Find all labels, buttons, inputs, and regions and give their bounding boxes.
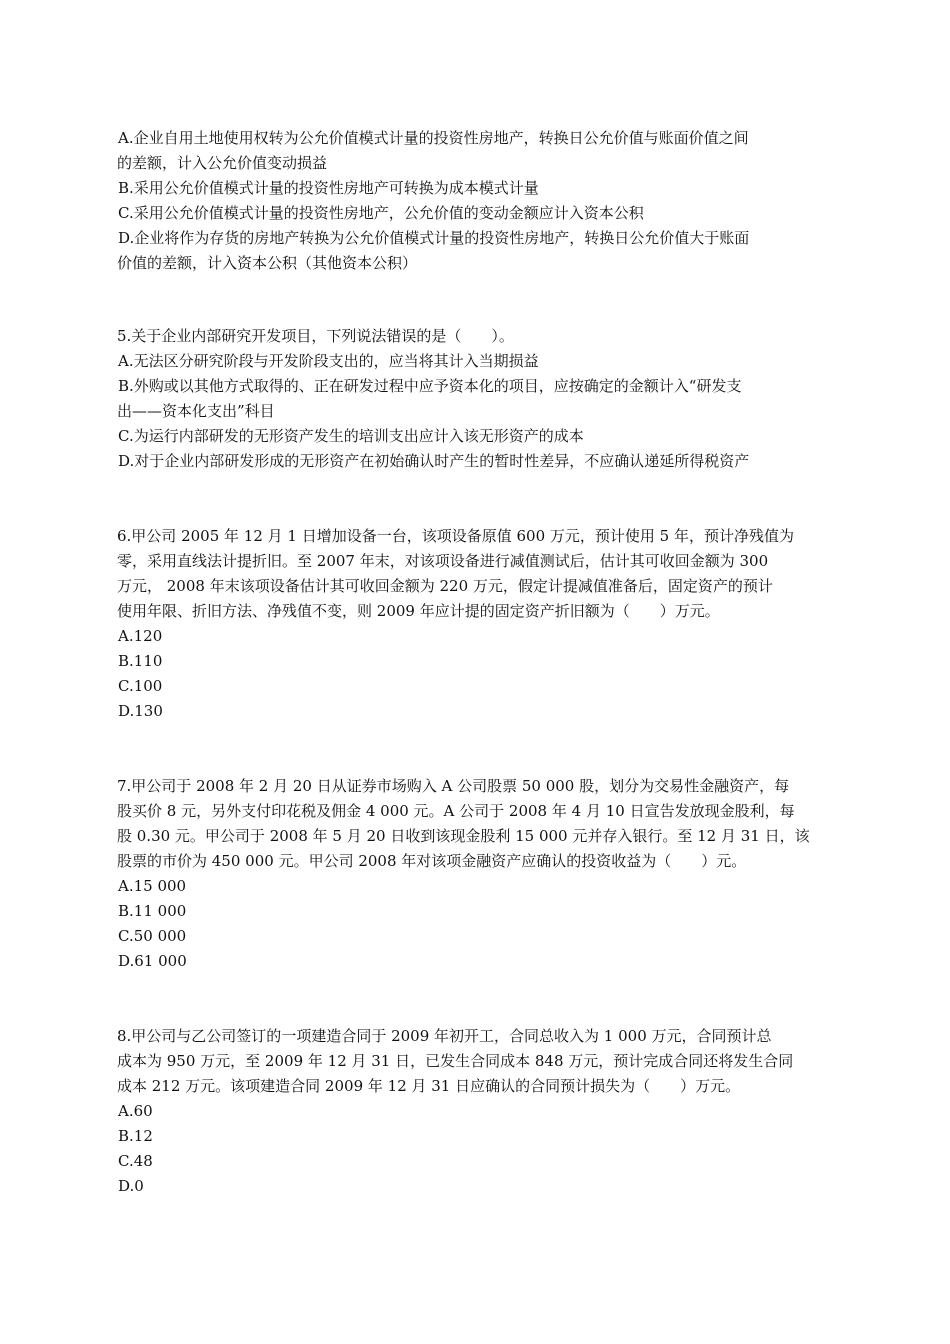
q6-option-c: C.100 <box>118 677 163 695</box>
q6-stem-line-1: 6.甲公司 2005 年 12 月 1 日增加设备一台，该项设备原值 600 万元，预计使用 5 年，预计净残值为 <box>117 527 794 545</box>
q4-option-a-line-2: 的差额，计入公允价值变动损益 <box>117 154 328 172</box>
q7-option-b: B.11 000 <box>118 902 187 920</box>
q6-option-a: A.120 <box>118 627 163 645</box>
q4-option-c: C.采用公允价值模式计量的投资性房地产，公允价值的变动金额应计入资本公积 <box>118 204 644 222</box>
q6-stem-line-4: 使用年限、折旧方法、净残值不变，则 2009 年应计提的固定资产折旧额为（ ）万元。 <box>117 602 720 620</box>
q7-stem-line-3: 股 0.30 元。甲公司于 2008 年 5 月 20 日收到该现金股利 15 000 元并存入银行。至 12 月 31 日，该 <box>117 827 810 845</box>
q7-option-d: D.61 000 <box>118 952 187 970</box>
q7-stem-line-2: 股买价 8 元，另外支付印花税及佣金 4 000 元。A 公司于 2008 年 4 月 10 日宣告发放现金股利，每 <box>117 802 795 820</box>
q7-stem-line-1: 7.甲公司于 2008 年 2 月 20 日从证券市场购入 A 公司股票 50 000 股，划分为交易性金融资产，每 <box>117 777 790 795</box>
q4-option-d-line-1: D.企业将作为存货的房地产转换为公允价值模式计量的投资性房地产，转换日公允价值大于账面 <box>118 229 750 247</box>
q5-option-b-line-2: 出——资本化支出”科目 <box>117 402 275 420</box>
question-4 <box>117 126 837 276</box>
q8-stem-line-1: 8.甲公司与乙公司签订的一项建造合同于 2009 年初开工，合同总收入为 1 000 万元，合同预计总 <box>117 1027 772 1045</box>
q4-option-b: B.采用公允价值模式计量的投资性房地产可转换为成本模式计量 <box>118 179 539 197</box>
q6-option-b: B.110 <box>118 652 163 670</box>
question-6 <box>117 524 837 724</box>
q5-option-a: A.无法区分研究阶段与开发阶段支出的，应当将其计入当期损益 <box>118 352 539 370</box>
question-7 <box>117 774 837 974</box>
q8-stem-line-2: 成本为 950 万元，至 2009 年 12 月 31 日，已发生合同成本 848 万元，预计完成合同还将发生合同 <box>117 1052 794 1070</box>
q6-option-d: D.130 <box>118 702 163 720</box>
q5-option-c: C.为运行内部研发的无形资产发生的培训支出应计入该无形资产的成本 <box>118 427 584 445</box>
q5-stem: 5.关于企业内部研究开发项目，下列说法错误的是（ ）。 <box>117 327 514 345</box>
q4-option-a-line-1: A.企业自用土地使用权转为公允价值模式计量的投资性房地产，转换日公允价值与账面价值之间 <box>118 129 749 147</box>
q8-option-c: C.48 <box>118 1152 153 1170</box>
q8-option-d: D.0 <box>118 1177 144 1195</box>
q8-stem-line-3: 成本 212 万元。该项建造合同 2009 年 12 月 31 日应确认的合同预计损失为（ ）万元。 <box>117 1077 741 1095</box>
q5-option-b-line-1: B.外购或以其他方式取得的、正在研发过程中应予资本化的项目，应按确定的金额计入“研发支 <box>118 377 742 395</box>
q4-option-d-line-2: 价值的差额，计入资本公积（其他资本公积） <box>117 254 418 272</box>
q7-option-a: A.15 000 <box>118 877 187 895</box>
q8-option-b: B.12 <box>118 1127 153 1145</box>
q5-option-d: D.对于企业内部研发形成的无形资产在初始确认时产生的暂时性差异，不应确认递延所得税资产 <box>118 452 750 470</box>
exam-page <box>117 126 837 1199</box>
q6-stem-line-3: 万元， 2008 年末该项设备估计其可收回金额为 220 万元，假定计提减值准备后，固定资产的预计 <box>117 577 773 595</box>
q8-option-a: A.60 <box>118 1102 153 1120</box>
q7-option-c: C.50 000 <box>118 927 187 945</box>
q6-stem-line-2: 零，采用直线法计提折旧。至 2007 年末，对该项设备进行减值测试后，估计其可收回金额为 300 <box>117 552 769 570</box>
question-8 <box>117 1024 837 1199</box>
q7-stem-line-4: 股票的市价为 450 000 元。甲公司 2008 年对该项金融资产应确认的投资收益为（ ）元。 <box>117 852 747 870</box>
question-5 <box>117 324 837 474</box>
